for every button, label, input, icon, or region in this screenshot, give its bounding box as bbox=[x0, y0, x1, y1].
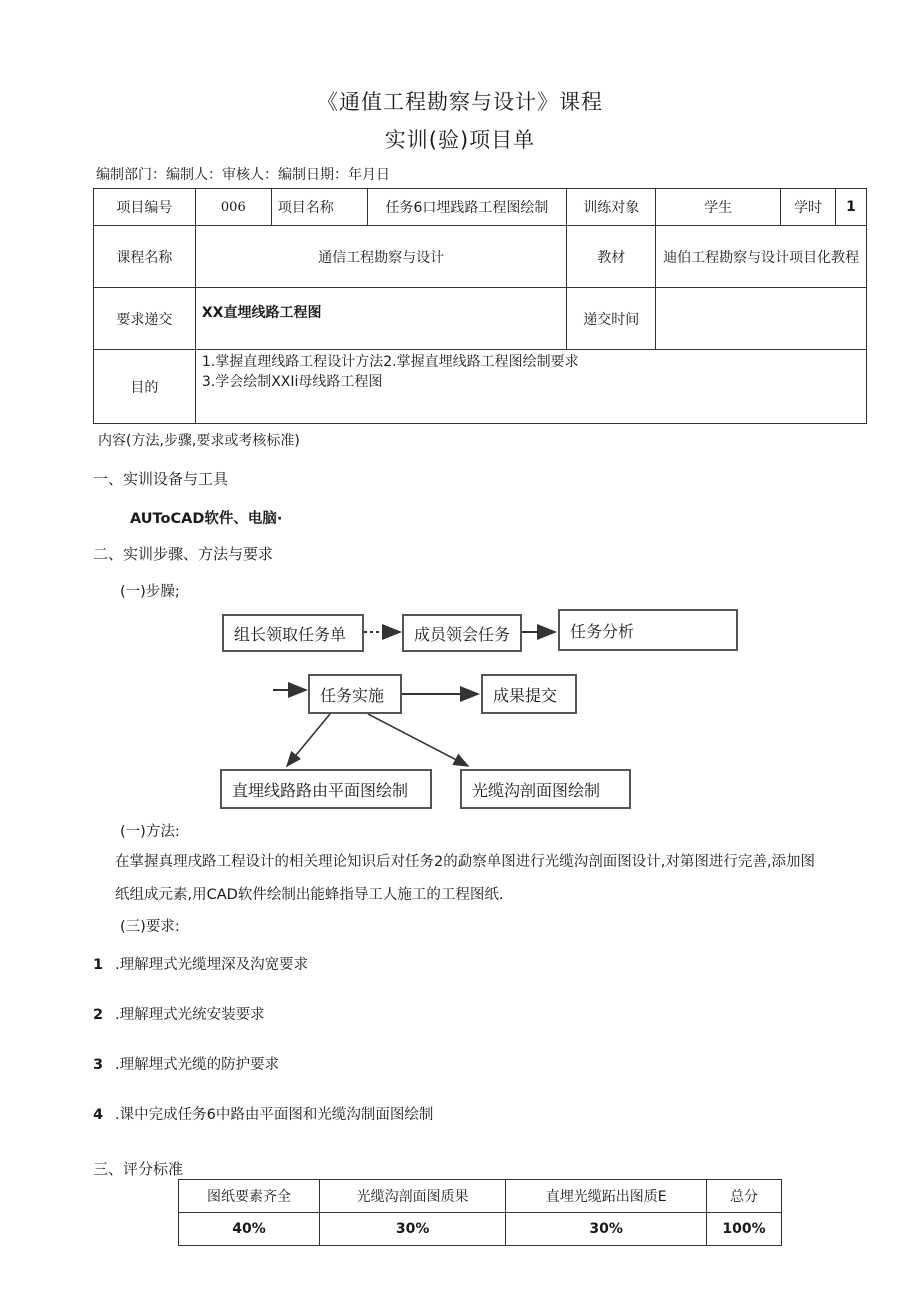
score-header: 直埋光缆跖出图质E bbox=[506, 1180, 707, 1213]
label-project-no: 项目编号 bbox=[94, 189, 196, 226]
score-header: 光缆沟剖面图质果 bbox=[319, 1180, 505, 1213]
label-submit-time: 递交时间 bbox=[567, 288, 656, 350]
flow-arrow-4-6 bbox=[287, 714, 330, 766]
flow-box-understand-task: 成员领会任务 bbox=[402, 614, 522, 652]
sub-steps: (一)步臊; bbox=[120, 584, 180, 600]
value-purpose bbox=[195, 350, 866, 424]
section1-item: AUToCAD软件、电脑· bbox=[130, 511, 283, 527]
score-header: 总分 bbox=[707, 1180, 782, 1213]
flow-box-trench-section: 光缆沟剖面图绘制 bbox=[460, 769, 631, 809]
req-text: .理解理式光缆埋深及沟宽要求 bbox=[115, 957, 309, 973]
section3-heading: 三、评分标准 bbox=[93, 1160, 184, 1178]
label-hours: 学时 bbox=[781, 189, 836, 226]
purpose-line-2: 3.学会绘制XXIi母线路工程图 bbox=[201, 374, 383, 390]
req-item bbox=[93, 1003, 265, 1024]
req-item bbox=[93, 1053, 279, 1074]
label-textbook: 教材 bbox=[567, 226, 656, 288]
document-subtitle: 实训(验)项目单 bbox=[384, 128, 536, 152]
value-submit-text: XX直埋线路工程图 bbox=[201, 305, 322, 321]
content-label: 内容(方法,步骤,要求或考核标准) bbox=[98, 433, 300, 449]
req-number: 1 bbox=[93, 957, 104, 973]
value-submit bbox=[195, 288, 566, 350]
label-purpose: 目的 bbox=[94, 350, 196, 424]
value-target: 学生 bbox=[656, 189, 781, 226]
method-paragraph bbox=[115, 846, 875, 912]
label-target: 训练对象 bbox=[567, 189, 656, 226]
value-project-name: 任务6口埋践路工程图绘制 bbox=[367, 189, 567, 226]
req-item bbox=[93, 953, 308, 974]
value-project-no: 006 bbox=[195, 189, 271, 226]
value-submit-time bbox=[656, 288, 867, 350]
req-text: .课中完成任务6中路由平面图和光缆沟制面图绘制 bbox=[115, 1107, 434, 1123]
sub-requirements: (三)要求: bbox=[120, 919, 180, 935]
req-number: 2 bbox=[93, 1007, 104, 1023]
info-table bbox=[93, 188, 867, 424]
req-item bbox=[93, 1103, 433, 1124]
req-text: .理解理式光统安装要求 bbox=[115, 1007, 265, 1023]
label-project-name: 项目名称 bbox=[271, 189, 367, 226]
method-line-1: 在掌握真理戌路工程设计的相关理论知识后对任务2的勐察单图进行光缆沟剖面图设计,对第图进行完善,添加图 bbox=[115, 854, 815, 870]
document-title: 《通值工程勘察与设计》课程 bbox=[317, 90, 603, 114]
score-table bbox=[178, 1179, 782, 1246]
label-submit: 要求递交 bbox=[94, 288, 196, 350]
req-number: 4 bbox=[93, 1107, 104, 1123]
section2-heading: 二、实训步骤、方法与要求 bbox=[93, 545, 274, 563]
score-header: 图纸要素齐全 bbox=[179, 1180, 320, 1213]
score-value: 30% bbox=[319, 1213, 505, 1246]
meta-line: 编制部门：编制人：审核人：编制日期：年月日 bbox=[96, 167, 390, 183]
score-value: 40% bbox=[179, 1213, 320, 1246]
score-value: 100% bbox=[707, 1213, 782, 1246]
flow-box-receive-task: 组长领取任务单 bbox=[222, 614, 364, 652]
score-value: 30% bbox=[506, 1213, 707, 1246]
flow-box-task-analysis: 任务分析 bbox=[558, 609, 738, 651]
value-course-name: 通信工程勘察与设计 bbox=[195, 226, 566, 288]
section1-heading: 一、实训设备与工具 bbox=[93, 470, 229, 488]
flow-arrow-4-7 bbox=[368, 714, 468, 766]
label-course-name: 课程名称 bbox=[94, 226, 196, 288]
req-text: .理解埋式光缆的防护要求 bbox=[115, 1057, 280, 1073]
flow-box-route-plan: 直埋线路路由平面图绘制 bbox=[220, 769, 432, 809]
req-number: 3 bbox=[93, 1057, 104, 1073]
flow-box-task-implement: 任务实施 bbox=[308, 674, 402, 714]
method-line-2: 纸组成元素,用CAD软件绘制出能蜂指导工人施工的工程图纸. bbox=[115, 887, 504, 903]
value-hours: 1 bbox=[835, 189, 866, 226]
value-textbook: 迪伯工程勘察与设计项目化教程 bbox=[656, 226, 867, 288]
purpose-line-1: 1.掌握直理线路工程设计方法2.掌握直埋线路工程图绘制要求 bbox=[201, 354, 579, 370]
sub-method: (一)方法: bbox=[120, 824, 180, 840]
flow-box-submit-result: 成果提交 bbox=[481, 674, 577, 714]
